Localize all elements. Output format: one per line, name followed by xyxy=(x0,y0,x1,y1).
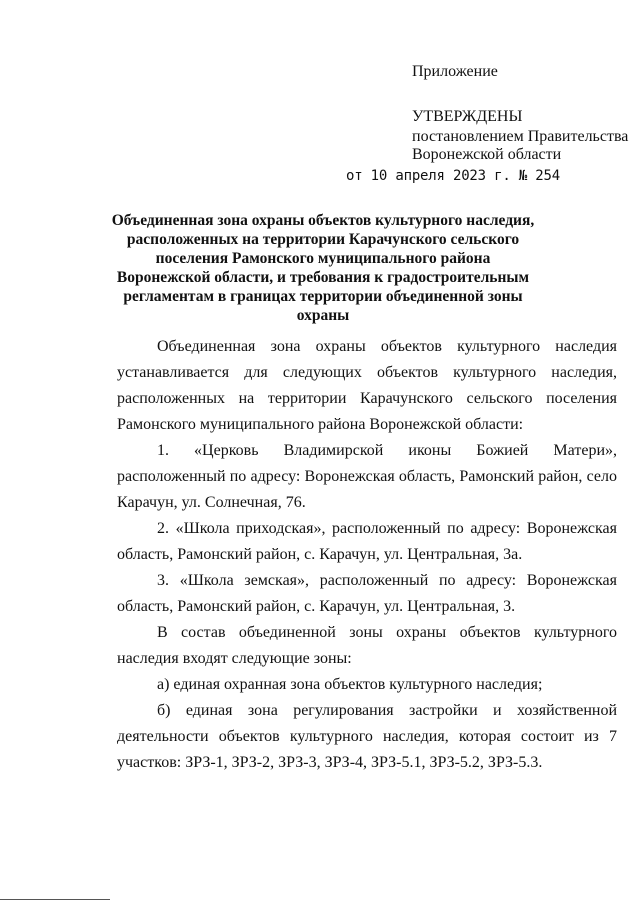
zone-item-b: б) единая зона регулирования застройки и хозяйственной деятельности объектов культурного наследия, которая состоит из 7 участков: ЗРЗ-1, ЗРЗ-2, ЗРЗ-3, ЗРЗ-4, ЗРЗ-5.1, ЗРЗ-5.2, ЗРЗ-5.3. xyxy=(117,702,617,771)
appendix-label: Приложение xyxy=(412,63,498,80)
approved-label: УТВЕРЖДЕНЫ xyxy=(412,108,523,125)
zones-intro-paragraph: В состав объединенной зоны охраны объектов культурного наследия входят следующие зоны: xyxy=(117,624,617,667)
footer-rule xyxy=(0,899,110,900)
intro-paragraph: Объединенная зона охраны объектов культурного наследия устанавливается для следующих объектов культурного наследия, расположенных на территории Карачунского сельского поселения Рамонского муниципального района Воронежской области: xyxy=(117,338,617,433)
document-body xyxy=(117,334,617,776)
object-item-1: 1. «Церковь Владимирской иконы Божией Матери», расположенный по адресу: Воронежская область, Рамонский район, село Карачун, ул. Солнечная, 76. xyxy=(117,442,617,511)
approved-by-line2: Воронежской области xyxy=(412,146,562,163)
zone-item-a: а) единая охранная зона объектов культурного наследия; xyxy=(157,676,543,693)
object-item-2: 2. «Школа приходская», расположенный по адресу: Воронежская область, Рамонский район, с. Карачун, ул. Центральная, 3а. xyxy=(117,520,617,563)
decree-reference: от 10 апреля 2023 г. № 254 xyxy=(346,168,560,184)
approved-by-line1: постановлением Правительства xyxy=(412,128,629,145)
object-item-3: 3. «Школа земская», расположенный по адресу: Воронежская область, Рамонский район, с. Карачун, ул. Центральная, 3. xyxy=(117,572,617,615)
document-title: Объединенная зона охраны объектов культурного наследия, расположенных на территории Карачунского сельского поселения Рамонского муниципального района Воронежской области, и требования к градостроительным регламентам в границах территории объединенной зоны охраны xyxy=(111,212,535,324)
